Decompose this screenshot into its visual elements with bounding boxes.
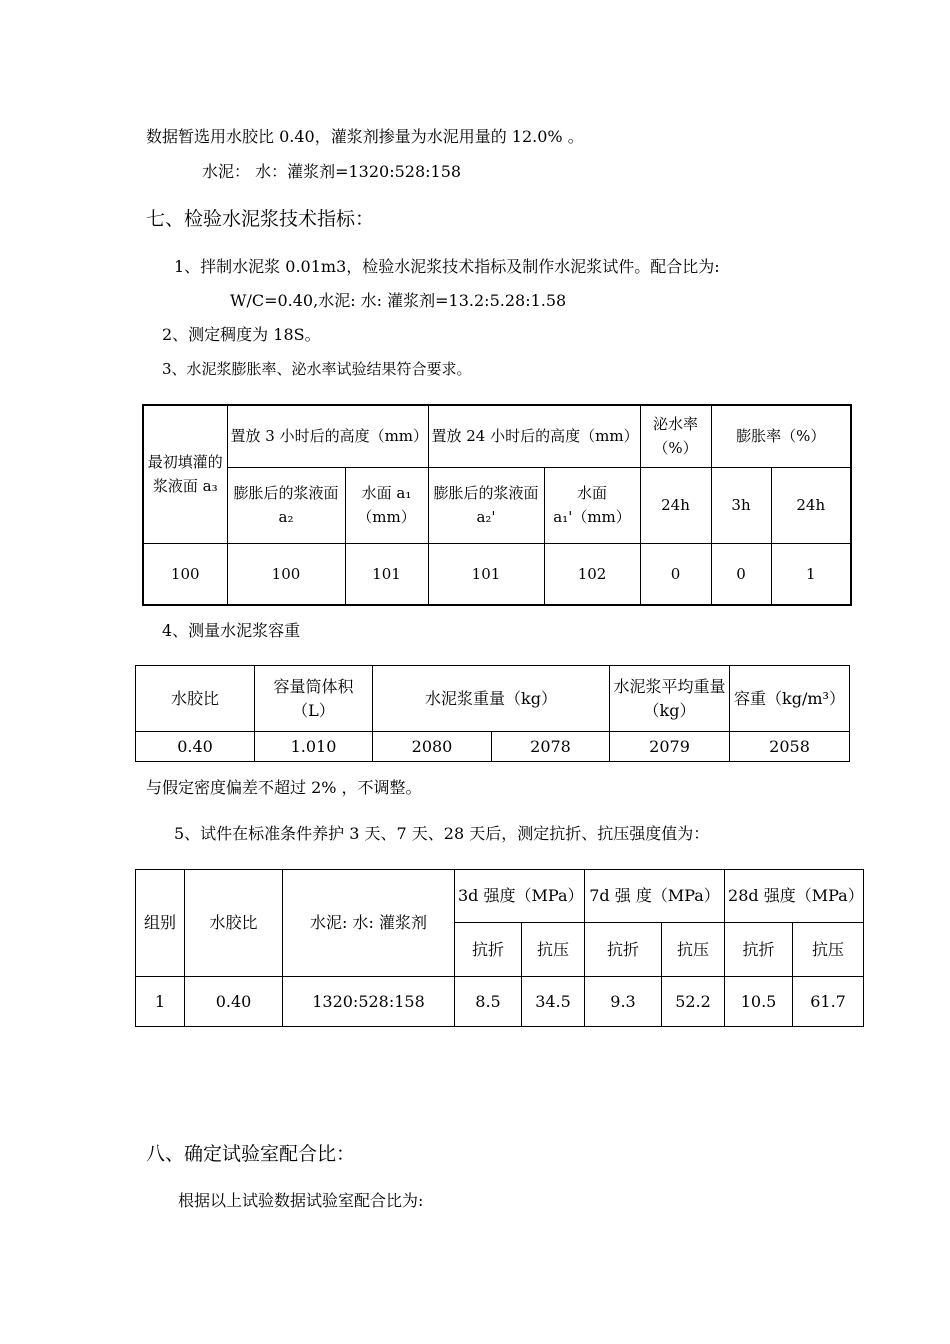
table-row — [143, 543, 851, 605]
table-row — [136, 977, 864, 1027]
subheader-expand-3h: 3h — [711, 467, 771, 543]
header-expansion-rate: 膨胀率（%） — [711, 405, 851, 467]
intro-line-1: 数据暂选用水胶比 0.40，灌浆剂掺量为水泥用量的 12.0% 。 — [146, 127, 584, 146]
table-cell: 34.5 — [522, 977, 585, 1027]
item-5: 5、试件在标准条件养护 3 天、7 天、28 天后，测定抗折、抗压强度值为： — [174, 824, 710, 843]
section-8-text: 根据以上试验数据试验室配合比为: — [178, 1191, 424, 1210]
table-cell: 102 — [544, 543, 640, 605]
subheader-bleed-24h: 24h — [640, 467, 711, 543]
header-bleeding-rate: 泌水率（%） — [640, 405, 711, 467]
header-average-weight: 水泥浆平均重量（kg） — [610, 666, 730, 732]
table-cell: 0.40 — [185, 977, 283, 1027]
item-2: 2、测定稠度为 18S。 — [162, 325, 321, 344]
header-water-binder: 水胶比 — [136, 666, 255, 732]
subheader-a1-prime: 水面 a₁'（mm） — [544, 467, 640, 543]
item-3: 3、水泥浆膨胀率、泌水率试验结果符合要求。 — [162, 360, 472, 378]
header-density: 容重（kg/m³） — [730, 666, 850, 732]
subheader-compressive: 抗压 — [522, 923, 585, 977]
header-water-binder: 水胶比 — [185, 870, 283, 977]
header-3h-height: 置放 3 小时后的高度（mm） — [227, 405, 428, 467]
section-7-heading: 七、检验水泥浆技术指标： — [146, 208, 375, 230]
table-row — [136, 732, 850, 762]
table-cell: 0 — [640, 543, 711, 605]
table-cell: 101 — [345, 543, 428, 605]
table-cell: 0 — [711, 543, 771, 605]
table-cell: 8.5 — [455, 977, 522, 1027]
header-vessel-volume: 容量筒体积（L） — [255, 666, 373, 732]
density-table — [135, 665, 850, 762]
table-cell: 2080 — [373, 732, 492, 762]
subheader-flexural: 抗折 — [455, 923, 522, 977]
table-cell: 1 — [771, 543, 851, 605]
intro-line-2: 水泥： 水：灌浆剂=1320:528:158 — [202, 162, 462, 181]
strength-table — [135, 869, 864, 1027]
item-1-ratio: W/C=0.40,水泥: 水: 灌浆剂=13.2:5.28:1.58 — [230, 291, 567, 310]
item-1: 1、拌制水泥浆 0.01m3，检验水泥浆技术指标及制作水泥浆试件。配合比为: — [174, 257, 720, 276]
expansion-table — [142, 404, 852, 606]
header-28d-strength: 28d 强度（MPa） — [725, 870, 864, 923]
table-cell: 1.010 — [255, 732, 373, 762]
subheader-flexural: 抗折 — [585, 923, 662, 977]
subheader-a2: 膨胀后的浆液面 a₂ — [227, 467, 345, 543]
table-cell: 10.5 — [725, 977, 793, 1027]
section-8-heading: 八、确定试验室配合比： — [146, 1143, 356, 1165]
table-cell: 100 — [227, 543, 345, 605]
item-4: 4、测量水泥浆容重 — [162, 621, 301, 640]
table-cell: 0.40 — [136, 732, 255, 762]
header-slurry-weight: 水泥浆重量（kg） — [373, 666, 610, 732]
table-cell: 2058 — [730, 732, 850, 762]
subheader-a1: 水面 a₁（mm） — [345, 467, 428, 543]
density-note: 与假定密度偏差不超过 2% ，不调整。 — [146, 778, 422, 797]
header-mix-ratio: 水泥: 水: 灌浆剂 — [283, 870, 455, 977]
header-group: 组别 — [136, 870, 185, 977]
table-cell: 61.7 — [793, 977, 864, 1027]
table-cell: 2078 — [492, 732, 610, 762]
subheader-flexural: 抗折 — [725, 923, 793, 977]
subheader-expand-24h: 24h — [771, 467, 851, 543]
subheader-a2-prime: 膨胀后的浆液面 a₂' — [428, 467, 544, 543]
table-cell: 101 — [428, 543, 544, 605]
table-cell: 52.2 — [662, 977, 725, 1027]
subheader-compressive: 抗压 — [793, 923, 864, 977]
table-cell: 100 — [143, 543, 227, 605]
header-3d-strength: 3d 强度（MPa） — [455, 870, 585, 923]
table-cell: 1320:528:158 — [283, 977, 455, 1027]
header-24h-height: 置放 24 小时后的高度（mm） — [428, 405, 640, 467]
table-cell: 1 — [136, 977, 185, 1027]
subheader-compressive: 抗压 — [662, 923, 725, 977]
table-cell: 9.3 — [585, 977, 662, 1027]
table-cell: 2079 — [610, 732, 730, 762]
header-7d-strength: 7d 强 度（MPa） — [585, 870, 725, 923]
header-initial-level: 最初填灌的浆液面 a₃ — [143, 405, 227, 543]
